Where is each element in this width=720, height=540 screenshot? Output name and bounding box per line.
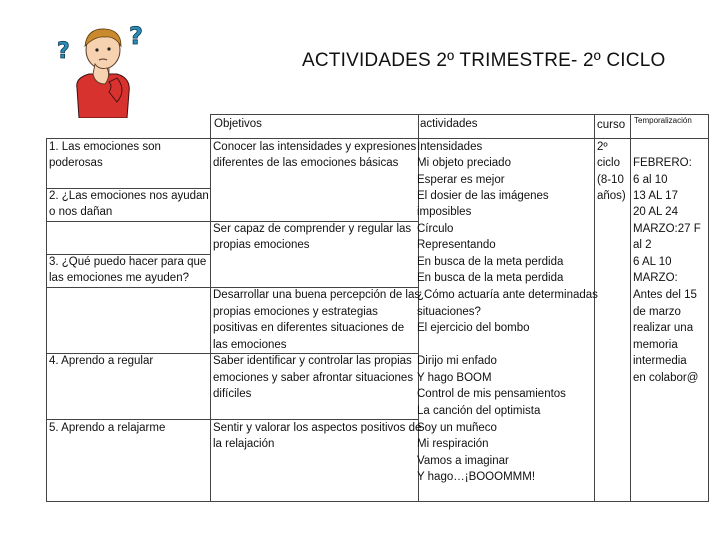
page-title: ACTIVIDADES 2º TRIMESTRE- 2º CICLO bbox=[302, 50, 666, 71]
temporalizacion-line: en colabor@ bbox=[633, 372, 699, 384]
temporalizacion-line: MARZO: bbox=[633, 272, 678, 284]
actividad-item: Dirijo mi enfado bbox=[417, 355, 497, 367]
objetivo-line: propias emociones bbox=[213, 239, 310, 251]
objetivo-line: las emociones bbox=[213, 339, 287, 351]
temporalizacion-line: de marzo bbox=[633, 306, 681, 318]
objetivo-line: positivas en diferentes situaciones de bbox=[213, 322, 405, 334]
header-objetivos: Objetivos bbox=[214, 118, 262, 130]
temporalizacion-line: memoria bbox=[633, 339, 678, 351]
curso-line: años) bbox=[597, 190, 626, 202]
actividad-item: Representando bbox=[417, 239, 496, 251]
temporalizacion-line: realizar una bbox=[633, 322, 694, 334]
actividad-item: En busca de la meta perdida bbox=[417, 256, 564, 268]
question-mark-icon: ? bbox=[57, 39, 70, 64]
temporalizacion-line: MARZO:27 F bbox=[633, 223, 701, 235]
actividad-item: La canción del optimista bbox=[417, 405, 541, 417]
temporalizacion-line: 6 al 10 bbox=[633, 174, 668, 186]
objetivo-line: Conocer las intensidades y expresiones bbox=[213, 141, 417, 153]
actividad-item: Intensidades bbox=[417, 141, 483, 153]
actividad-item: Y hago BOOM bbox=[417, 372, 492, 384]
curso-line: ciclo bbox=[597, 157, 621, 169]
temporalizacion-line: Antes del 15 bbox=[633, 289, 697, 301]
objetivo-line: emociones y saber afrontar situaciones bbox=[213, 372, 414, 384]
actividad-item: Mi respiración bbox=[417, 438, 489, 450]
header-temporalizacion: Temporalización bbox=[634, 116, 692, 125]
actividad-item: situaciones? bbox=[417, 306, 481, 318]
objetivo-line: diferentes de las emociones básicas bbox=[213, 157, 399, 169]
objetivo-line: la relajación bbox=[213, 438, 275, 450]
contenido-5: 5. Aprendo a relajarme bbox=[49, 422, 166, 434]
temporalizacion-line: 20 AL 24 bbox=[633, 206, 678, 218]
contenido-1-line2: poderosas bbox=[49, 157, 103, 169]
actividad-item: Y hago…¡BOOOMMM! bbox=[417, 471, 536, 483]
objetivo-line: Desarrollar una buena percepción de las bbox=[213, 289, 421, 301]
contenido-1-line1: 1. Las emociones son bbox=[49, 141, 161, 153]
contenido-2-line2: o nos dañan bbox=[49, 206, 113, 218]
actividad-item: imposibles bbox=[417, 206, 472, 218]
actividad-item: ¿Cómo actuaría ante determinadas bbox=[417, 289, 598, 301]
objetivo-line: Sentir y valorar los aspectos positivos de bbox=[213, 422, 422, 434]
actividad-item: Soy un muñeco bbox=[417, 422, 497, 434]
temporalizacion-line: 13 AL 17 bbox=[633, 190, 678, 202]
actividad-item: Esperar es mejor bbox=[417, 174, 505, 186]
thinking-boy-illustration bbox=[55, 18, 150, 118]
curso-line: 2º bbox=[597, 141, 608, 153]
actividad-item: El ejercicio del bombo bbox=[417, 322, 530, 334]
objetivo-line: propias emociones y estrategias bbox=[213, 306, 378, 318]
actividad-item: El dosier de las imágenes bbox=[417, 190, 549, 202]
temporalizacion-line: 6 AL 10 bbox=[633, 256, 672, 268]
actividad-item: Mi objeto preciado bbox=[417, 157, 511, 169]
contenido-2-line1: 2. ¿Las emociones nos ayudan bbox=[49, 190, 209, 202]
curso-line: (8-10 bbox=[597, 174, 624, 186]
objetivo-line: Saber identificar y controlar las propias bbox=[213, 355, 412, 367]
actividad-item: Círculo bbox=[417, 223, 454, 235]
temporalizacion-line: intermedia bbox=[633, 355, 687, 367]
temporalizacion-line: al 2 bbox=[633, 239, 652, 251]
actividad-item: En busca de la meta perdida bbox=[417, 272, 564, 284]
actividad-item: Vamos a imaginar bbox=[417, 455, 509, 467]
contenido-3-line2: las emociones me ayuden? bbox=[49, 272, 189, 284]
header-curso: curso bbox=[597, 119, 626, 131]
contenido-3-line1: 3. ¿Qué puedo hacer para que bbox=[49, 256, 207, 268]
objetivo-line: difíciles bbox=[213, 388, 252, 400]
actividad-item: Control de mis pensamientos bbox=[417, 388, 566, 400]
question-mark-icon: ? bbox=[129, 22, 143, 50]
temporalizacion-line: FEBRERO: bbox=[633, 157, 692, 169]
objetivo-line: Ser capaz de comprender y regular las bbox=[213, 223, 412, 235]
header-actividades: actividades bbox=[420, 118, 478, 130]
contenido-4: 4. Aprendo a regular bbox=[49, 355, 154, 367]
